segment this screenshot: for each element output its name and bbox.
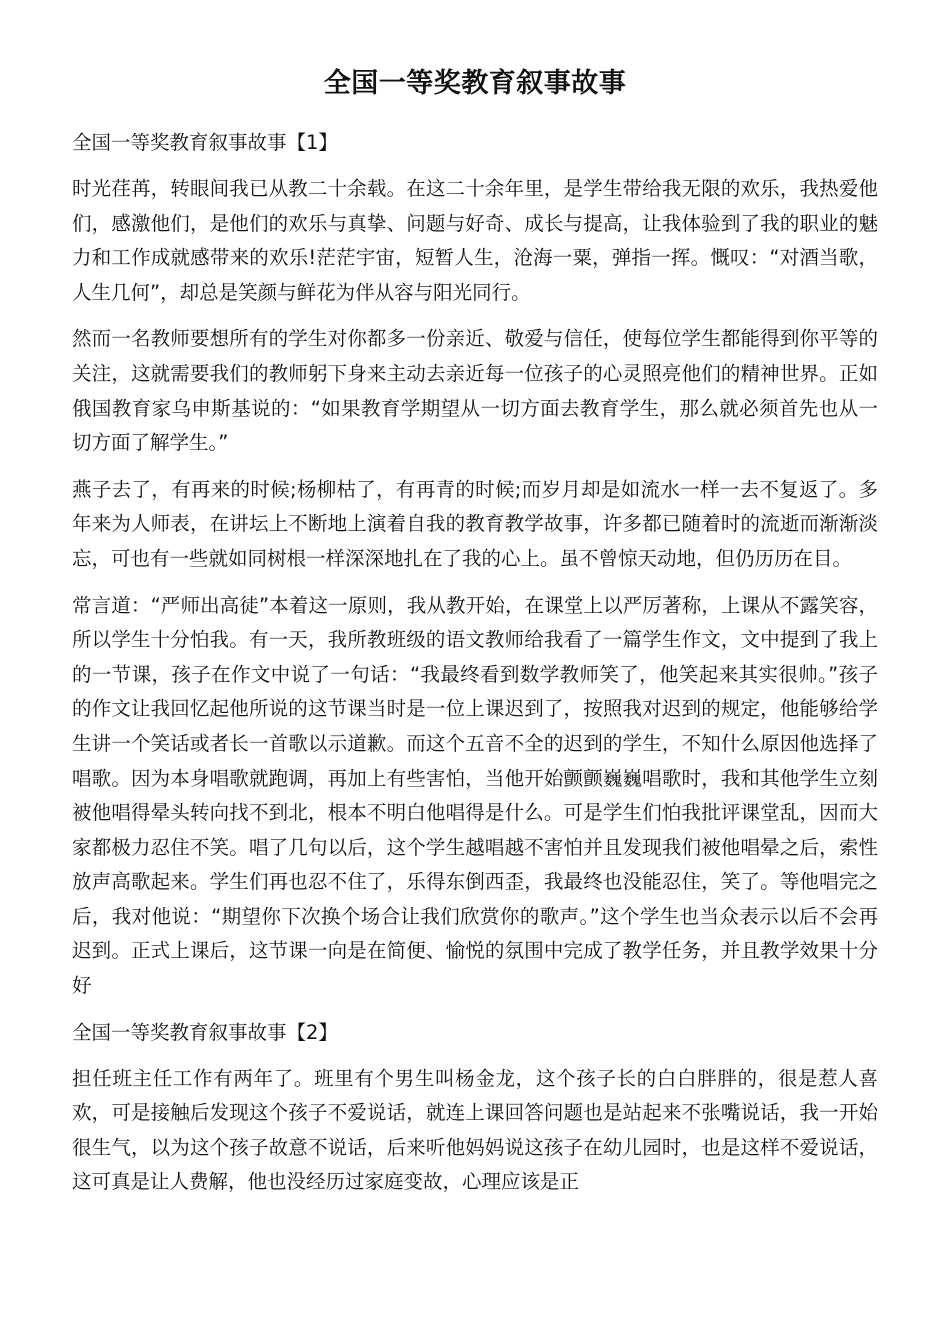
section-heading: 全国一等奖教育叙事故事【2】: [72, 1020, 338, 1044]
story-section-2: [72, 1016, 878, 1200]
paragraph: 燕子去了，有再来的时候;杨柳枯了，有再青的时候;而岁月却是如流水一样一去不复返了。多年来为人师表，在讲坛上不断地上演着自我的教育教学故事，许多都已随着时的流逝而渐渐淡忘，可也有一些就如同树根一样深深地扎在了我的心上。虽不曾惊天动地，但仍历历在目。: [72, 477, 878, 570]
paragraph: 然而一名教师要想所有的学生对你都多一份亲近、敬爱与信任，使每位学生都能得到你平等的关注，这就需要我们的教师躬下身来主动去亲近每一位孩子的心灵照亮他们的精神世界。正如俄国教育家乌申斯基说的：“如果教育学期望从一切方面去教育学生，那么就必须首先也从一切方面了解学生。”: [72, 327, 878, 455]
document-title: 全国一等奖教育叙事故事: [323, 68, 627, 99]
section-heading: 全国一等奖教育叙事故事【1】: [72, 131, 338, 154]
paragraph: 时光荏苒，转眼间我已从教二十余载。在这二十余年里，是学生带给我无限的欢乐，我热爱他们，感激他们，是他们的欢乐与真挚、问题与好奇、成长与提高，让我体验到了我的职业的魅力和工作成就感带来的欢乐!茫茫宇宙，短暂人生，沧海一粟，弹指一挥。慨叹：“对酒当歌，人生几何”，却总是笑颜与鲜花为伴从容与阳光同行。: [72, 177, 878, 304]
paragraph: 常言道：“严师出高徒”本着这一原则，我从教开始，在课堂上以严厉著称，上课从不露笑容，所以学生十分怕我。有一天，我所教班级的语文教师给我看了一篇学生作文，文中提到了我上的一节课，孩子在作文中说了一句话：“我最终看到数学教师笑了，他笑起来其实很帅。”孩子的作文让我回忆起他所说的这节课当时是一位上课迟到了，按照我对迟到的规定，他能够给学生讲一个笑话或者长一首歌以示道歉。而这个五音不全的迟到的学生，不知什么原因他选择了唱歌。因为本身唱歌就跑调，再加上有些害怕，当他开始颤颤巍巍唱歌时，我和其他学生立刻被他唱得晕头转向找不到北，根本不明白他唱得是什么。可是学生们怕我批评课堂乱，因而大家都极力忍住不笑。唱了几句以后，这个学生越唱越不害怕并且发现我们被他唱晕之后，索性放声高歌起来。学生们再也忍不住了，乐得东倒西歪，我最终也没能忍住，笑了。等他唱完之后，我对他说：“期望你下次换个场合让我们欣赏你的歌声。”这个学生也当众表示以后不会再迟到。正式上课后，这节课一向是在简便、愉悦的氛围中完成了教学任务，并且教学效果十分好: [72, 593, 878, 998]
story-section-1: [72, 126, 878, 1004]
paragraph: 担任班主任工作有两年了。班里有个男生叫杨金龙，这个孩子长的白白胖胖的，很是惹人喜欢，可是接触后发现这个孩子不爱说话，就连上课回答问题也是站起来不张嘴说话，我一开始很生气，以为这个孩子故意不说话，后来听他妈妈说这孩子在幼儿园时，也是这样不爱说话，这可真是让人费解，他也没经历过家庭变故，心理应该是正: [72, 1066, 878, 1194]
